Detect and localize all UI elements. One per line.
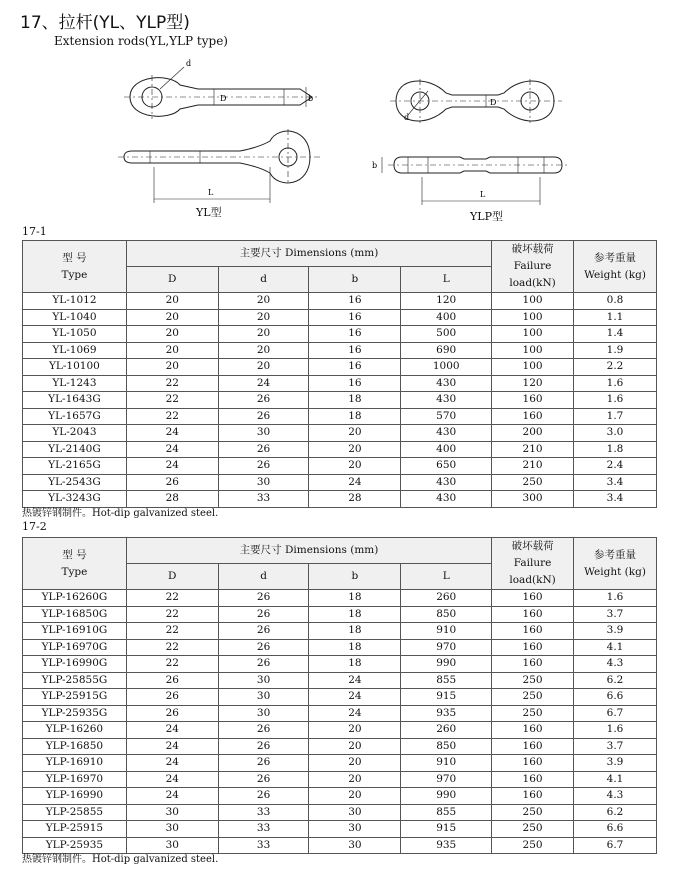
cell-failure-load: 160 xyxy=(492,788,574,805)
table-row xyxy=(23,474,657,491)
ylp-dim-d: d xyxy=(404,113,410,122)
cell-weight: 3.9 xyxy=(574,623,657,640)
cell-failure-load: 120 xyxy=(492,375,574,392)
cell-type: YLP-25935 xyxy=(23,837,127,854)
cell-L: 430 xyxy=(401,375,492,392)
cell-D: 30 xyxy=(126,804,218,821)
table-row xyxy=(23,738,657,755)
yl-dim-D: D xyxy=(220,94,227,103)
cell-type: YLP-16850G xyxy=(23,606,127,623)
cell-weight: 1.6 xyxy=(574,722,657,739)
cell-L: 430 xyxy=(401,474,492,491)
header-weight xyxy=(574,241,657,293)
header-d: d xyxy=(218,564,309,590)
cell-type: YL-3243G xyxy=(23,491,127,508)
cell-D: 24 xyxy=(126,722,218,739)
header-failure-load xyxy=(492,538,574,590)
cell-weight: 1.9 xyxy=(574,342,657,359)
cell-failure-load: 160 xyxy=(492,606,574,623)
cell-type: YL-1657G xyxy=(23,408,127,425)
cell-weight: 6.2 xyxy=(574,672,657,689)
header-b: b xyxy=(309,564,401,590)
page-title: 17、拉杆(YL、YLP型) xyxy=(20,13,190,33)
cell-L: 990 xyxy=(401,788,492,805)
cell-failure-load: 250 xyxy=(492,474,574,491)
cell-weight: 6.7 xyxy=(574,837,657,854)
cell-D: 22 xyxy=(126,639,218,656)
cell-d: 24 xyxy=(218,375,309,392)
table-row xyxy=(23,408,657,425)
cell-d: 26 xyxy=(218,639,309,656)
cell-D: 22 xyxy=(126,392,218,409)
cell-D: 20 xyxy=(126,342,218,359)
cell-type: YLP-16910 xyxy=(23,755,127,772)
cell-b: 20 xyxy=(309,425,401,442)
cell-b: 18 xyxy=(309,606,401,623)
cell-D: 20 xyxy=(126,359,218,376)
table-row xyxy=(23,441,657,458)
cell-d: 20 xyxy=(218,359,309,376)
header-dimensions: 主要尺寸 Dimensions (mm) xyxy=(126,538,491,564)
cell-L: 970 xyxy=(401,771,492,788)
header-weight-cn: 参考重量 xyxy=(594,548,637,561)
cell-type: YLP-16910G xyxy=(23,623,127,640)
cell-b: 18 xyxy=(309,639,401,656)
cell-failure-load: 210 xyxy=(492,458,574,475)
cell-weight: 1.1 xyxy=(574,309,657,326)
cell-D: 22 xyxy=(126,656,218,673)
yl-spec-table xyxy=(22,240,657,508)
cell-weight: 1.6 xyxy=(574,590,657,607)
cell-L: 935 xyxy=(401,705,492,722)
cell-weight: 3.7 xyxy=(574,738,657,755)
table2-id: 17-2 xyxy=(22,520,47,533)
cell-d: 26 xyxy=(218,408,309,425)
header-D: D xyxy=(126,564,218,590)
cell-b: 20 xyxy=(309,722,401,739)
cell-failure-load: 100 xyxy=(492,309,574,326)
cell-failure-load: 160 xyxy=(492,656,574,673)
cell-failure-load: 250 xyxy=(492,705,574,722)
cell-d: 26 xyxy=(218,590,309,607)
cell-weight: 1.6 xyxy=(574,392,657,409)
cell-b: 16 xyxy=(309,359,401,376)
cell-weight: 4.3 xyxy=(574,788,657,805)
yl-figure-label: YL型 xyxy=(196,206,222,219)
table-row xyxy=(23,606,657,623)
table1-note: 热镀锌钢制件。Hot-dip galvanized steel. xyxy=(22,508,219,519)
cell-D: 28 xyxy=(126,491,218,508)
cell-b: 24 xyxy=(309,474,401,491)
cell-D: 22 xyxy=(126,408,218,425)
header-type xyxy=(23,241,127,293)
table-row xyxy=(23,639,657,656)
cell-weight: 3.7 xyxy=(574,606,657,623)
cell-b: 20 xyxy=(309,458,401,475)
header-type-cn: 型 号 xyxy=(62,548,87,561)
table-row xyxy=(23,293,657,310)
cell-d: 26 xyxy=(218,656,309,673)
cell-d: 33 xyxy=(218,804,309,821)
cell-d: 20 xyxy=(218,293,309,310)
yl-dim-b: b xyxy=(308,94,314,103)
cell-L: 570 xyxy=(401,408,492,425)
header-load-cn: 破坏载荷 xyxy=(511,540,554,552)
cell-d: 33 xyxy=(218,821,309,838)
cell-b: 24 xyxy=(309,672,401,689)
ylp-dim-b: b xyxy=(372,161,378,170)
table-row xyxy=(23,375,657,392)
cell-failure-load: 300 xyxy=(492,491,574,508)
cell-type: YL-2140G xyxy=(23,441,127,458)
table-row xyxy=(23,590,657,607)
cell-type: YLP-25915G xyxy=(23,689,127,706)
page-subtitle: Extension rods(YL,YLP type) xyxy=(54,34,228,48)
cell-d: 26 xyxy=(218,441,309,458)
cell-D: 22 xyxy=(126,590,218,607)
table-row xyxy=(23,342,657,359)
cell-weight: 6.2 xyxy=(574,804,657,821)
cell-weight: 3.0 xyxy=(574,425,657,442)
cell-b: 30 xyxy=(309,804,401,821)
cell-L: 430 xyxy=(401,392,492,409)
cell-L: 910 xyxy=(401,755,492,772)
header-type xyxy=(23,538,127,590)
cell-d: 26 xyxy=(218,606,309,623)
cell-weight: 2.4 xyxy=(574,458,657,475)
cell-L: 260 xyxy=(401,590,492,607)
cell-L: 120 xyxy=(401,293,492,310)
cell-failure-load: 160 xyxy=(492,590,574,607)
cell-L: 990 xyxy=(401,656,492,673)
cell-failure-load: 100 xyxy=(492,326,574,343)
table-row xyxy=(23,804,657,821)
cell-L: 910 xyxy=(401,623,492,640)
cell-D: 26 xyxy=(126,672,218,689)
cell-b: 20 xyxy=(309,738,401,755)
cell-D: 20 xyxy=(126,293,218,310)
cell-weight: 1.7 xyxy=(574,408,657,425)
cell-d: 26 xyxy=(218,738,309,755)
cell-b: 30 xyxy=(309,837,401,854)
cell-b: 18 xyxy=(309,656,401,673)
cell-L: 1000 xyxy=(401,359,492,376)
cell-type: YL-1069 xyxy=(23,342,127,359)
cell-L: 500 xyxy=(401,326,492,343)
yl-dim-d: d xyxy=(186,59,192,68)
header-type-cn: 型 号 xyxy=(62,251,87,264)
cell-type: YLP-25855 xyxy=(23,804,127,821)
cell-D: 30 xyxy=(126,837,218,854)
header-L: L xyxy=(401,564,492,590)
cell-d: 26 xyxy=(218,788,309,805)
cell-failure-load: 160 xyxy=(492,755,574,772)
cell-L: 850 xyxy=(401,606,492,623)
cell-weight: 1.4 xyxy=(574,326,657,343)
cell-weight: 3.4 xyxy=(574,474,657,491)
cell-weight: 3.9 xyxy=(574,755,657,772)
cell-D: 20 xyxy=(126,326,218,343)
cell-d: 26 xyxy=(218,458,309,475)
cell-b: 18 xyxy=(309,623,401,640)
table2-note: 热镀锌钢制件。Hot-dip galvanized steel. xyxy=(22,854,219,865)
cell-failure-load: 250 xyxy=(492,804,574,821)
header-weight-en: Weight (kg) xyxy=(584,565,646,578)
cell-failure-load: 160 xyxy=(492,738,574,755)
cell-type: YL-1012 xyxy=(23,293,127,310)
cell-d: 30 xyxy=(218,689,309,706)
cell-failure-load: 250 xyxy=(492,689,574,706)
cell-failure-load: 160 xyxy=(492,771,574,788)
cell-type: YLP-25915 xyxy=(23,821,127,838)
cell-L: 260 xyxy=(401,722,492,739)
cell-failure-load: 160 xyxy=(492,623,574,640)
cell-b: 20 xyxy=(309,771,401,788)
table-row xyxy=(23,309,657,326)
cell-type: YL-2165G xyxy=(23,458,127,475)
ylp-spec-table xyxy=(22,537,657,854)
cell-L: 430 xyxy=(401,425,492,442)
cell-b: 16 xyxy=(309,342,401,359)
cell-failure-load: 100 xyxy=(492,342,574,359)
cell-b: 16 xyxy=(309,293,401,310)
table-row xyxy=(23,392,657,409)
cell-L: 400 xyxy=(401,441,492,458)
cell-D: 20 xyxy=(126,309,218,326)
cell-d: 26 xyxy=(218,392,309,409)
cell-b: 18 xyxy=(309,408,401,425)
cell-failure-load: 160 xyxy=(492,392,574,409)
cell-type: YL-10100 xyxy=(23,359,127,376)
cell-type: YL-1040 xyxy=(23,309,127,326)
cell-D: 26 xyxy=(126,474,218,491)
ylp-figure-label: YLP型 xyxy=(470,210,503,223)
cell-type: YLP-16850 xyxy=(23,738,127,755)
table-row xyxy=(23,689,657,706)
cell-type: YLP-25855G xyxy=(23,672,127,689)
table-row xyxy=(23,656,657,673)
cell-failure-load: 100 xyxy=(492,293,574,310)
cell-type: YLP-16260G xyxy=(23,590,127,607)
header-type-en: Type xyxy=(61,268,88,281)
cell-L: 915 xyxy=(401,821,492,838)
table-row xyxy=(23,672,657,689)
cell-L: 855 xyxy=(401,672,492,689)
table-row xyxy=(23,326,657,343)
cell-type: YLP-16990 xyxy=(23,788,127,805)
cell-weight: 6.6 xyxy=(574,689,657,706)
header-L: L xyxy=(401,267,492,293)
header-D: D xyxy=(126,267,218,293)
header-weight-en: Weight (kg) xyxy=(584,268,646,281)
cell-L: 430 xyxy=(401,491,492,508)
cell-type: YLP-16260 xyxy=(23,722,127,739)
header-dimensions: 主要尺寸 Dimensions (mm) xyxy=(126,241,491,267)
header-load-en: Failure load(kN) xyxy=(509,557,556,586)
cell-D: 24 xyxy=(126,771,218,788)
cell-type: YL-2543G xyxy=(23,474,127,491)
table-row xyxy=(23,771,657,788)
ylp-dim-L: L xyxy=(480,190,486,199)
cell-D: 24 xyxy=(126,788,218,805)
cell-D: 22 xyxy=(126,375,218,392)
table-row xyxy=(23,821,657,838)
header-load-cn: 破坏载荷 xyxy=(511,243,554,255)
cell-d: 26 xyxy=(218,623,309,640)
cell-weight: 6.7 xyxy=(574,705,657,722)
ylp-dim-D: D xyxy=(490,98,497,107)
cell-d: 20 xyxy=(218,342,309,359)
cell-D: 26 xyxy=(126,689,218,706)
cell-d: 30 xyxy=(218,705,309,722)
header-weight xyxy=(574,538,657,590)
cell-d: 26 xyxy=(218,771,309,788)
table-row xyxy=(23,705,657,722)
cell-weight: 1.8 xyxy=(574,441,657,458)
cell-d: 33 xyxy=(218,837,309,854)
cell-weight: 3.4 xyxy=(574,491,657,508)
table-row xyxy=(23,755,657,772)
cell-b: 20 xyxy=(309,788,401,805)
cell-d: 30 xyxy=(218,672,309,689)
table-row xyxy=(23,458,657,475)
cell-L: 935 xyxy=(401,837,492,854)
cell-d: 26 xyxy=(218,755,309,772)
cell-type: YLP-16970G xyxy=(23,639,127,656)
header-failure-load xyxy=(492,241,574,293)
cell-D: 22 xyxy=(126,606,218,623)
cell-type: YLP-25935G xyxy=(23,705,127,722)
cell-L: 650 xyxy=(401,458,492,475)
cell-b: 24 xyxy=(309,689,401,706)
table-row xyxy=(23,623,657,640)
cell-b: 20 xyxy=(309,755,401,772)
cell-b: 18 xyxy=(309,392,401,409)
cell-b: 20 xyxy=(309,441,401,458)
cell-failure-load: 200 xyxy=(492,425,574,442)
cell-D: 26 xyxy=(126,705,218,722)
cell-weight: 0.8 xyxy=(574,293,657,310)
cell-b: 30 xyxy=(309,821,401,838)
cell-b: 16 xyxy=(309,326,401,343)
table-row xyxy=(23,359,657,376)
cell-D: 22 xyxy=(126,623,218,640)
cell-weight: 4.1 xyxy=(574,639,657,656)
cell-type: YLP-16970 xyxy=(23,771,127,788)
cell-weight: 4.1 xyxy=(574,771,657,788)
cell-d: 30 xyxy=(218,474,309,491)
cell-failure-load: 250 xyxy=(492,837,574,854)
cell-d: 26 xyxy=(218,722,309,739)
cell-failure-load: 250 xyxy=(492,672,574,689)
cell-type: YLP-16990G xyxy=(23,656,127,673)
header-d: d xyxy=(218,267,309,293)
cell-weight: 1.6 xyxy=(574,375,657,392)
cell-weight: 6.6 xyxy=(574,821,657,838)
cell-b: 24 xyxy=(309,705,401,722)
header-load-en: Failure load(kN) xyxy=(509,260,556,289)
cell-D: 24 xyxy=(126,755,218,772)
table-row xyxy=(23,788,657,805)
cell-L: 915 xyxy=(401,689,492,706)
cell-D: 24 xyxy=(126,441,218,458)
table-row xyxy=(23,722,657,739)
cell-weight: 4.3 xyxy=(574,656,657,673)
cell-b: 18 xyxy=(309,590,401,607)
header-weight-cn: 参考重量 xyxy=(594,251,637,264)
table-row xyxy=(23,425,657,442)
ylp-rod-drawing xyxy=(368,65,583,215)
cell-failure-load: 210 xyxy=(492,441,574,458)
cell-type: YL-1243 xyxy=(23,375,127,392)
cell-d: 33 xyxy=(218,491,309,508)
cell-failure-load: 160 xyxy=(492,639,574,656)
cell-b: 28 xyxy=(309,491,401,508)
cell-L: 850 xyxy=(401,738,492,755)
yl-rod-drawing xyxy=(110,55,340,215)
cell-d: 20 xyxy=(218,309,309,326)
header-type-en: Type xyxy=(61,565,88,578)
cell-L: 855 xyxy=(401,804,492,821)
cell-D: 24 xyxy=(126,458,218,475)
cell-failure-load: 250 xyxy=(492,821,574,838)
cell-type: YL-1050 xyxy=(23,326,127,343)
cell-weight: 2.2 xyxy=(574,359,657,376)
cell-L: 400 xyxy=(401,309,492,326)
cell-failure-load: 160 xyxy=(492,722,574,739)
cell-L: 690 xyxy=(401,342,492,359)
cell-L: 970 xyxy=(401,639,492,656)
header-b: b xyxy=(309,267,401,293)
cell-b: 16 xyxy=(309,375,401,392)
cell-type: YL-2043 xyxy=(23,425,127,442)
cell-D: 24 xyxy=(126,425,218,442)
cell-D: 30 xyxy=(126,821,218,838)
cell-type: YL-1643G xyxy=(23,392,127,409)
cell-failure-load: 100 xyxy=(492,359,574,376)
cell-d: 30 xyxy=(218,425,309,442)
cell-d: 20 xyxy=(218,326,309,343)
yl-dim-L: L xyxy=(208,188,214,197)
cell-b: 16 xyxy=(309,309,401,326)
table1-id: 17-1 xyxy=(22,225,47,238)
cell-D: 24 xyxy=(126,738,218,755)
cell-failure-load: 160 xyxy=(492,408,574,425)
